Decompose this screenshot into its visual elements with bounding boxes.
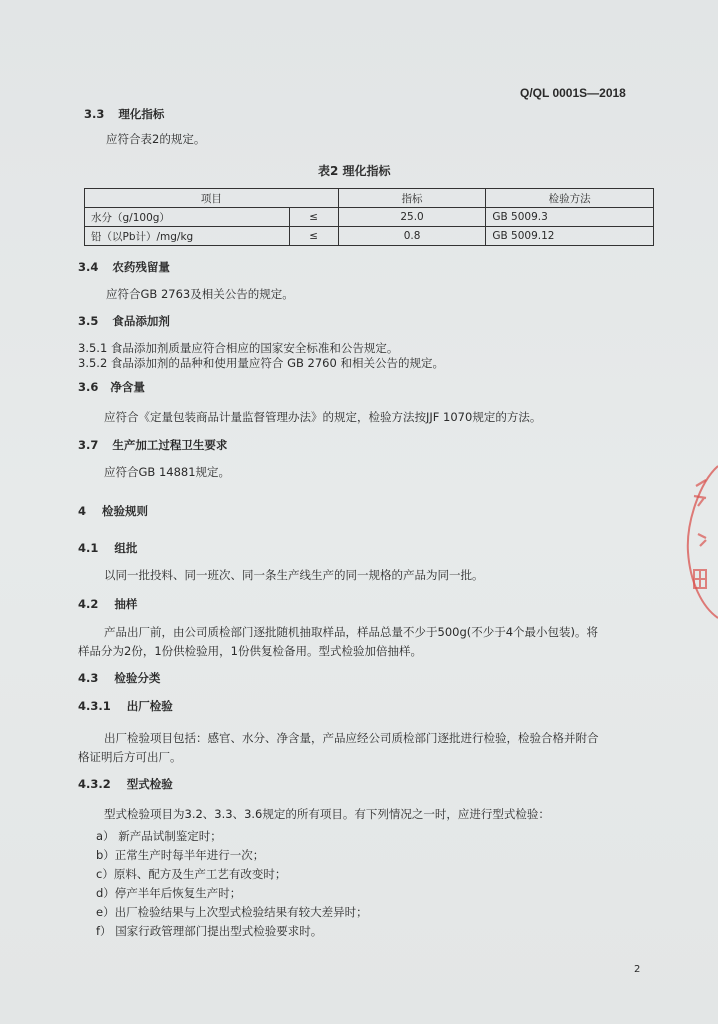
- list-item: b）正常生产时每半年进行一次；: [96, 848, 265, 862]
- section-4-1-heading: [78, 540, 137, 556]
- section-title: 生产加工过程卫生要求: [112, 438, 228, 452]
- section-number: 4.3: [78, 671, 99, 685]
- section-number: 4.3.1: [78, 699, 111, 713]
- section-number: 3.5: [78, 314, 99, 328]
- section-number: 4.1: [78, 541, 99, 555]
- section-number: 3.3: [84, 107, 105, 121]
- section-title: 农药残留量: [112, 260, 170, 274]
- table-2: [84, 188, 654, 246]
- section-3-4-text: 应符合GB 2763及相关公告的规定。: [106, 287, 294, 301]
- section-4-2-line-2: 样品分为2份，1份供检验用，1份供复检备用。型式检验加倍抽样。: [78, 644, 422, 658]
- section-title: 理化指标: [118, 107, 165, 121]
- list-item: d）停产半年后恢复生产时；: [96, 886, 242, 900]
- table-2-title: 表2 理化指标: [318, 164, 391, 178]
- header-method: 检验方法: [486, 189, 654, 208]
- cell-method: GB 5009.3: [486, 208, 654, 227]
- list-item: e）出厂检验结果与上次型式检验结果有较大差异时；: [96, 905, 368, 919]
- cell-item: 水分（g/100g）: [85, 208, 290, 227]
- section-title: 检验分类: [114, 671, 161, 685]
- section-number: 4: [78, 504, 87, 518]
- header-value: 指标: [338, 189, 486, 208]
- section-title: 食品添加剂: [112, 314, 170, 328]
- table-header-row: [85, 189, 654, 208]
- list-item: a） 新产品试制鉴定时；: [96, 829, 222, 843]
- list-item: c）原料、配方及生产工艺有改变时；: [96, 867, 287, 881]
- section-number: 3.6: [78, 380, 99, 394]
- section-3-5-heading: [78, 313, 170, 329]
- section-4-heading: [78, 503, 148, 519]
- section-4-2-heading: [78, 596, 137, 612]
- section-3-4-heading: [78, 259, 170, 275]
- cell-value: 0.8: [338, 227, 486, 246]
- cell-item: 铅（以Pb计）/mg/kg: [85, 227, 290, 246]
- section-number: 3.4: [78, 260, 99, 274]
- red-seal-stamp-icon: [680, 462, 718, 622]
- cell-operator: ≤: [289, 227, 338, 246]
- section-title: 组批: [114, 541, 138, 555]
- section-3-6-text: 应符合《定量包装商品计量监督管理办法》的规定，检验方法按JJF 1070规定的方法。: [104, 410, 542, 424]
- section-4-3-1-line-2: 格证明后方可出厂。: [78, 750, 182, 764]
- section-4-3-heading: [78, 670, 160, 686]
- section-title: 净含量: [110, 380, 145, 394]
- table-row: [85, 227, 654, 246]
- section-3-6-heading: [78, 379, 145, 395]
- header-item: 项目: [85, 189, 339, 208]
- section-3-7-text: 应符合GB 14881规定。: [104, 465, 231, 479]
- section-3-3-text: 应符合表2的规定。: [106, 132, 206, 146]
- section-4-2-line-1: 产品出厂前，由公司质检部门逐批随机抽取样品，样品总量不少于500g(不少于4个最小包装)。将: [104, 625, 599, 639]
- section-number: 4.2: [78, 597, 99, 611]
- section-4-3-1-line-1: 出厂检验项目包括：感官、水分、净含量，产品应经公司质检部门逐批进行检验，检验合格并附合: [104, 731, 599, 745]
- section-number: 3.7: [78, 438, 99, 452]
- section-number: 4.3.2: [78, 777, 111, 791]
- section-title: 型式检验: [126, 777, 173, 791]
- section-title: 出厂检验: [126, 699, 173, 713]
- cell-method: GB 5009.12: [486, 227, 654, 246]
- section-3-5-1-text: 3.5.1 食品添加剂质量应符合相应的国家安全标准和公告规定。: [78, 341, 399, 355]
- section-4-3-1-heading: [78, 698, 173, 714]
- page-number: 2: [634, 964, 641, 975]
- section-3-7-heading: [78, 437, 227, 453]
- section-4-3-2-heading: [78, 776, 173, 792]
- section-title: 抽样: [114, 597, 138, 611]
- section-4-3-2-intro: 型式检验项目为3.2、3.3、3.6规定的所有项目。有下列情况之一时，应进行型式检验：: [104, 807, 550, 821]
- cell-value: 25.0: [338, 208, 486, 227]
- cell-operator: ≤: [289, 208, 338, 227]
- section-4-1-text: 以同一批投料、同一班次、同一条生产线生产的同一规格的产品为同一批。: [104, 568, 484, 582]
- section-3-5-2-text: 3.5.2 食品添加剂的品种和使用量应符合 GB 2760 和相关公告的规定。: [78, 356, 444, 370]
- standard-number: Q/QL 0001S—2018: [520, 86, 626, 100]
- section-3-3-heading: [84, 106, 164, 122]
- list-item: f） 国家行政管理部门提出型式检验要求时。: [96, 924, 323, 938]
- section-title: 检验规则: [102, 504, 149, 518]
- table-row: [85, 208, 654, 227]
